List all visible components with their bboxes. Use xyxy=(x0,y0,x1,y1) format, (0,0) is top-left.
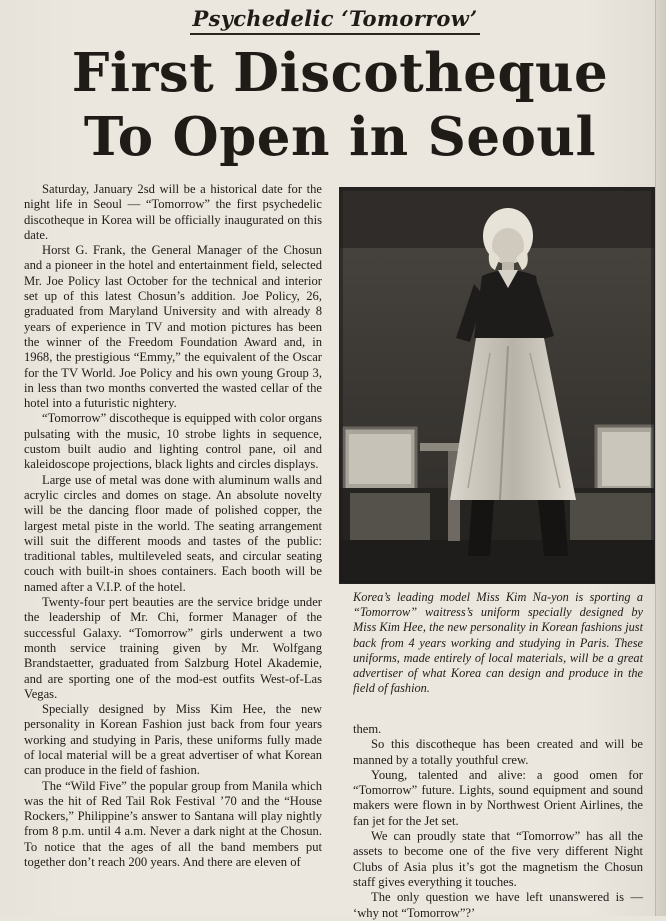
news-photo xyxy=(339,187,655,584)
article-paragraph: Young, talented and alive: a good omen for “Tomorrow” future. Lights, sound equipment and sound makers were flown in by Northwest Orient Airlines, the fan jet for the Jet set. xyxy=(353,767,643,828)
article-paragraph: So this discotheque has been created and will be manned by a totally youthful crew. xyxy=(353,737,643,767)
article-paragraph: We can proudly state that “Tomorrow” has all the assets to become one of the five very different Night Clubs of Asia plus it’s got the magnetism the Chosun staff gives everything it touches. xyxy=(353,829,643,889)
article-paragraph: The “Wild Five” the popular group from Manila which was the hit of Red Tail Rok Festival ’70 and the “House Rockers,” Philippine’s answer to Santana will play nightly from 8 p.m. until 4 a.m. Never a dark night at the Chosun. To notice that the ages of all the band members put together don’t reach 200 years. And there are eleven of xyxy=(24,778,322,870)
article-paragraph: Saturday, January 2sd will be a historical date for the night life in Seoul — “Tomorrow” the first psychedelic discotheque in Korea will be officially inaugurated on this date. xyxy=(24,182,322,242)
article-paragraph: Large use of metal was done with aluminum walls and acrylic circles and domes on stage. An absolute novelty will be the dancing floor made of polished copper, the largest metal piste in the world. The seating arrangement will suit the different moods and tastes of the public: traditional tables, multileveled seats, and circular seating couch with built-in shoes containers. Each booth will be named after a V.I.P. of the hotel. xyxy=(24,472,322,594)
kicker-headline: Psychedelic ‘Tomorrow’ xyxy=(190,6,480,35)
headline-line-2: To Open in Seoul xyxy=(83,106,597,168)
article-paragraph: Specially designed by Miss Kim Hee, the new personality in Korean Fashion just back from four years working and studying in Paris, these uniforms fully made of local material will be a great advertiser of what Korean can produce in the field of fashion. xyxy=(24,702,322,778)
article-left-column xyxy=(24,182,322,916)
photo-caption: Korea’s leading model Miss Kim Na-yon is sporting a “Tomorrow” waitress’s uniform specially designed by Miss Kim Hee, the new personality in Korean fashions just back from 4 years working and studying in Paris. These uniforms, made entirely of local materials, will be a great advertiser of what Korea can design and produce in the field of fashion. xyxy=(353,590,643,696)
headline-line-1: First Discotheque xyxy=(71,42,609,104)
photo-illustration xyxy=(340,188,654,583)
adjacent-page-edge xyxy=(655,0,666,916)
article-paragraph: The only question we have left unanswered is — ‘why not “Tomorrow”?’ xyxy=(353,890,643,920)
article-paragraph: Twenty-four pert beauties are the service bridge under the leadership of Mr. Chi, former Manager of the successful Galaxy. “Tomorrow” girls underwent a two month service training given by Mr. Wolfgang Brandstaetter, graduated from Salzburg Hotel Akademie, and are sporting one of the mod-est outfits West-of-Las Vegas. xyxy=(24,595,322,701)
article-paragraph: Horst G. Frank, the General Manager of the Chosun and a pioneer in the hotel and entertainment field, selected Mr. Joe Policy last October for the technical and interior set up of this latest Chosun’s addition. Joe Policy, 26, graduated from Maryland University and with already 8 years of experience in TV and motion pictures has been the winner of the Freedom Foundation Award and, in 1968, the prestigious “Emmy,” the equivalent of the Oscar for the TV World. Joe Policy and his own young Group 3, in less than two months converted the wasted cellar of the hotel into a futuristic nightery. xyxy=(24,243,322,411)
article-paragraph: “Tomorrow” discotheque is equipped with color organs pulsating with the music, 10 strobe lights in sequence, custom built audio and lighting control pane, oil and kaleidoscope projections, black lights and circles displays. xyxy=(24,411,322,472)
article-right-column xyxy=(353,722,643,921)
article-continuation: them. xyxy=(353,722,382,736)
